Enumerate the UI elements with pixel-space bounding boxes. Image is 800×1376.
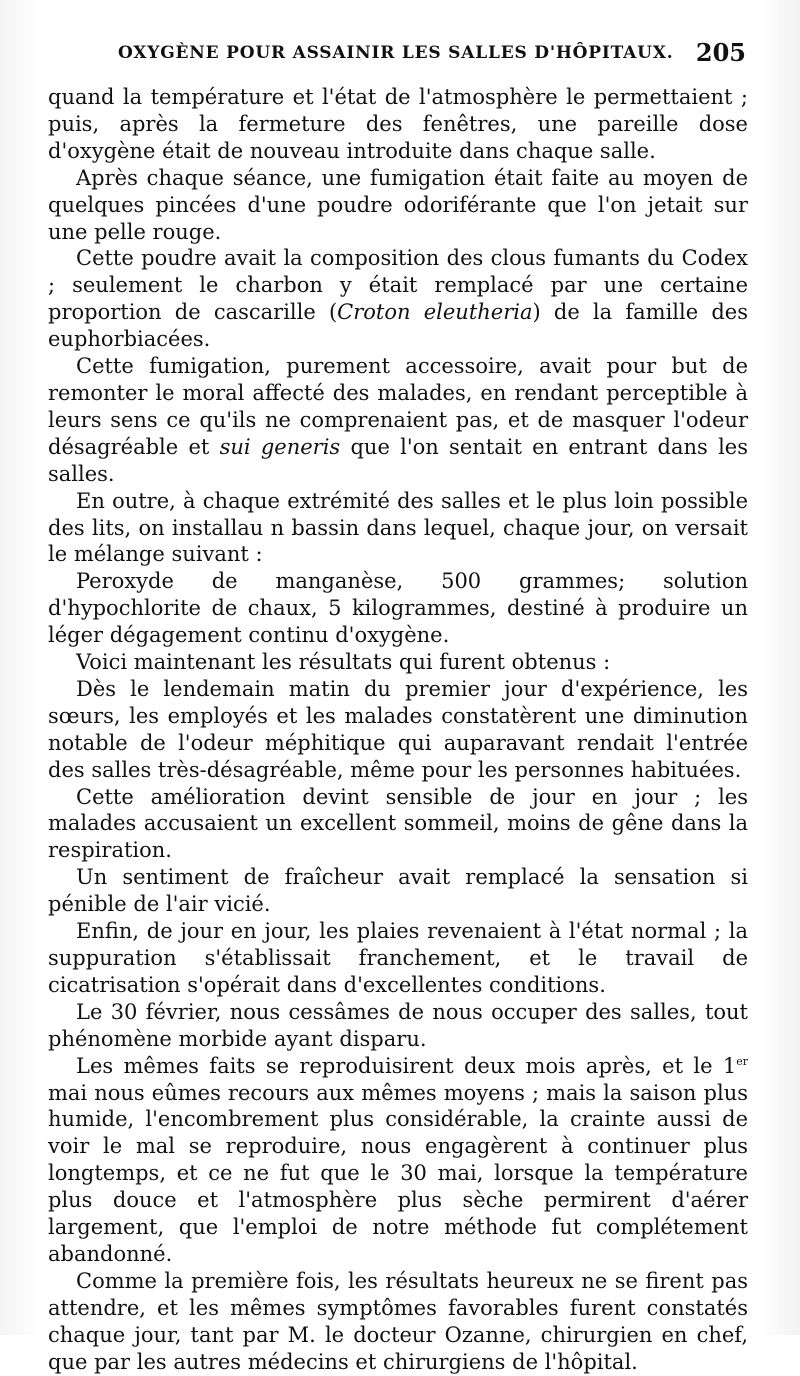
paragraph-14: Comme la première fois, les résultats heureux ne se firent pas attendre, et les mêmes symptômes favorables furent constatés chaque jour, tant par M. le docteur Ozanne, chirurgien en chef, que par les autres médecins et chirurgiens de l'hôpital. bbox=[48, 1268, 748, 1374]
paragraph-13 bbox=[48, 1053, 748, 1268]
paragraph-9: Cette amélioration devint sensible de jour en jour ; les malades accusaient un excellent sommeil, moins de gêne dans la respiration. bbox=[48, 784, 748, 863]
paragraph-5: En outre, à chaque extrémité des salles et le plus loin possible des lits, on installau n bassin dans lequel, chaque jour, on versait le mélange suivant : bbox=[48, 488, 748, 567]
paragraph-6: Peroxyde de manganèse, 500 grammes; solution d'hypochlorite de chaux, 5 kilogrammes, destiné à produire un léger dégagement continu d'oxygène. bbox=[48, 569, 748, 648]
paragraph-4-part-a: Cette fumigation, purement accessoire, avait pour but de remonter le moral affecté des malades, en rendant perceptible à leurs sens ce qu'ils ne comprenaient pas, et de masquer l'odeur désagréable et bbox=[48, 354, 748, 459]
body-text bbox=[48, 84, 748, 1376]
page-header bbox=[118, 38, 746, 78]
paragraph-4 bbox=[48, 353, 748, 488]
paragraph-11: Enfin, de jour en jour, les plaies revenaient à l'état normal ; la suppuration s'établissait franchement, et le travail de cicatrisation s'opérait dans d'excellentes conditions. bbox=[48, 919, 748, 997]
paragraph-12: Le 30 février, nous cessâmes de nous occuper des salles, tout phénomène morbide ayant disparu. bbox=[48, 999, 748, 1051]
paragraph-1: quand la température et l'état de l'atmosphère le permettaient ; puis, après la fermeture des fenêtres, une pareille dose d'oxygène était de nouveau introduite dans chaque salle. bbox=[48, 85, 748, 163]
paragraph-13-part-b: mai nous eûmes recours aux mêmes moyens ; mais la saison plus humide, l'encombrement plus considérable, la crainte aussi de voir le mal se reproduire, nous engagèrent à continuer plus longtemps, et ce ne fut que le 30 mai, lorsque la température plus douce et l'atmosphère plus sèche permirent d'aérer largement, que l'emploi de notre méthode fut complétement abandonné. bbox=[48, 1080, 748, 1266]
running-head: OXYGÈNE POUR ASSAINIR LES SALLES D'HÔPITAUX. bbox=[118, 43, 674, 63]
paragraph-3-italic: Croton eleutheria bbox=[337, 300, 533, 325]
paragraph-2: Après chaque séance, une fumigation était faite au moyen de quelques pincées d'une poudre odoriférante que l'on jetait sur une pelle rouge. bbox=[48, 165, 748, 244]
paragraph-4-part-b: que l'on sentait en entrant dans les salles. bbox=[48, 434, 748, 486]
paragraph-7: Voici maintenant les résultats qui furent obtenus : bbox=[76, 650, 611, 675]
paragraph-8: Dès le lendemain matin du premier jour d'expérience, les sœurs, les employés et les malades constatèrent une diminution notable de l'odeur méphitique qui auparavant rendait l'entrée des salles très-désagréable, même pour les personnes habituées. bbox=[48, 676, 748, 782]
paragraph-13-part-a: Les mêmes faits se reproduisirent deux mois après, et le 1 bbox=[76, 1053, 737, 1078]
paragraph-3 bbox=[48, 245, 748, 353]
paragraph-10: Un sentiment de fraîcheur avait remplacé la sensation si pénible de l'air vicié. bbox=[48, 865, 748, 917]
page-number: 205 bbox=[695, 38, 746, 67]
paragraph-3-part-a: Cette poudre avait la composition des clous fumants du Codex ; seulement le charbon y était remplacé par une certaine proportion de cascarille ( bbox=[48, 246, 748, 325]
paragraph-13-superscript: er bbox=[736, 1054, 748, 1068]
paragraph-3-part-b: ) de la famille des euphorbiacées. bbox=[48, 300, 748, 352]
paragraph-4-italic: sui generis bbox=[219, 434, 341, 459]
